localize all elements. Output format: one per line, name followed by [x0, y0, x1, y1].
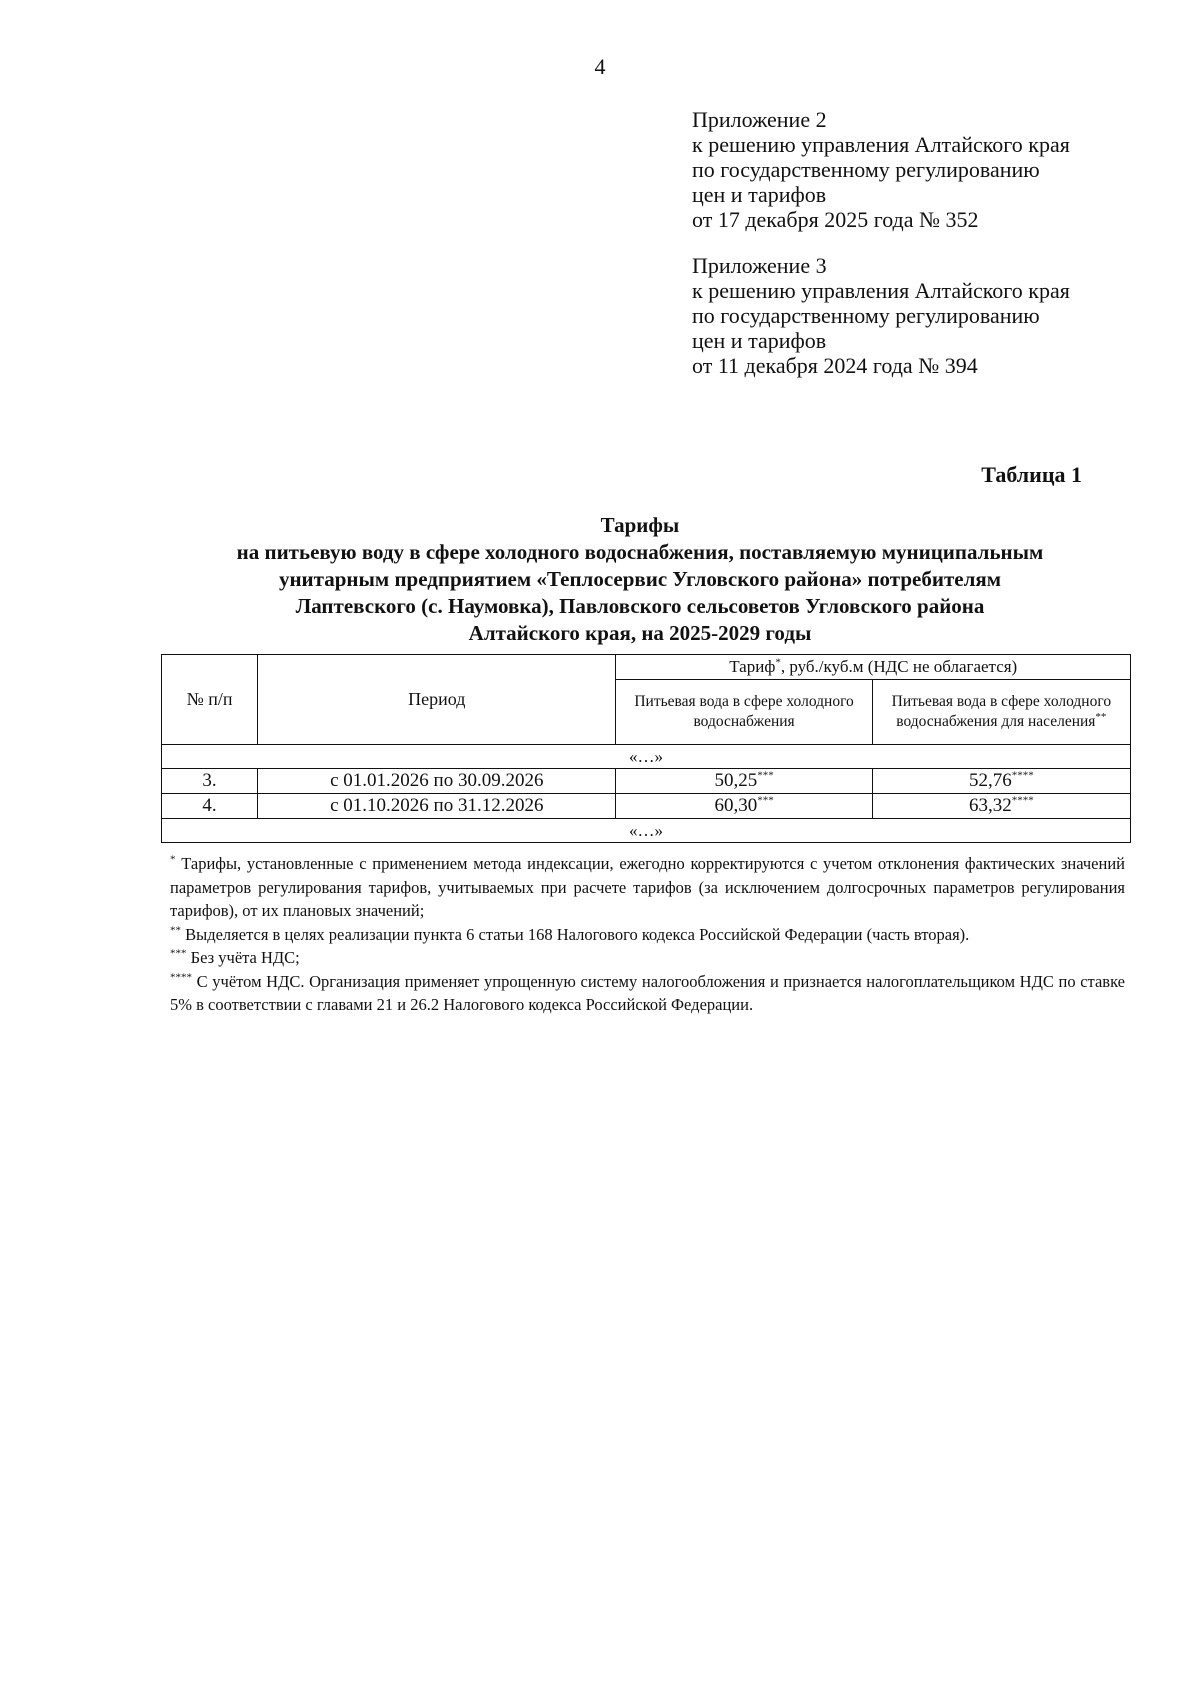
footnote-mark: ***: [757, 794, 774, 807]
appendix-line: цен и тарифов: [692, 182, 827, 207]
footnote: [170, 923, 1125, 947]
footnote-mark: ****: [1011, 794, 1034, 807]
footnote-mark: *: [170, 853, 176, 866]
title-line: на питьевую воду в сфере холодного водоснабжения, поставляемую муниципальным: [236, 540, 1044, 564]
tariff-table: [161, 654, 1131, 843]
cell-tariff2: [872, 769, 1130, 794]
footnote-text: Выделяется в целях реализации пункта 6 статьи 168 Налогового кодекса Российской Федерации (часть вторая).: [181, 924, 970, 944]
footnote: [170, 852, 1125, 923]
footnote-mark: ***: [170, 947, 187, 960]
tariff1-value: 60,30: [714, 795, 758, 816]
appendix-line: к решению управления Алтайского края: [692, 278, 1070, 303]
cell-tariff1: [616, 794, 872, 819]
tariff2-value: 52,76: [968, 770, 1012, 791]
footnote-mark: **: [1095, 710, 1107, 723]
appendix-3-block: [692, 253, 1132, 378]
appendix-line: по государственному регулированию: [692, 157, 1040, 182]
table-row: [162, 794, 1131, 819]
cell-num: 3.: [162, 769, 258, 794]
footnote: [170, 946, 1125, 970]
appendix-line: Приложение 2: [692, 107, 827, 132]
table-label: Таблица 1: [981, 462, 1082, 487]
header-tariff-group-unit: , руб./куб.м (НДС не облагается): [780, 657, 1018, 676]
header-tariff2: [872, 680, 1130, 745]
title-line: Тарифы: [600, 513, 680, 537]
table-row: [162, 769, 1131, 794]
cell-period: с 01.01.2026 по 30.09.2026: [258, 769, 616, 794]
footnote-mark: ***: [757, 769, 774, 782]
footnote-text: Без учёта НДС;: [186, 948, 300, 967]
footnote-text: Тарифы, установленные с применением метода индексации, ежегодно корректируются с учетом отклонения фактических значений параметров регулирования тарифов, учитываемых при расчете тарифов (за исключением долгосрочных параметров регулирования тарифов), от их плановых значений;: [170, 854, 1125, 920]
appendix-line: от 11 декабря 2024 года № 394: [692, 353, 978, 378]
appendix-line: Приложение 3: [692, 253, 827, 278]
footnote: [170, 970, 1125, 1017]
cell-tariff2: [872, 794, 1130, 819]
appendix-line: к решению управления Алтайского края: [692, 132, 1070, 157]
tariff1-value: 50,25: [714, 770, 758, 791]
appendix-line: цен и тарифов: [692, 328, 827, 353]
cell-tariff1: [616, 769, 872, 794]
title-line: унитарным предприятием «Теплосервис Угловского района» потребителям: [278, 567, 1002, 591]
footnote-mark: ****: [170, 971, 192, 983]
title-line: Лаптевского (с. Наумовка), Павловского сельсоветов Угловского района: [295, 594, 985, 618]
header-tariff-group: [616, 655, 1131, 680]
header-num: № п/п: [162, 655, 258, 745]
footnote-mark: *: [775, 656, 781, 669]
footnotes: [170, 852, 1125, 1017]
tariff2-value: 63,32: [968, 795, 1012, 816]
footnote-mark: ****: [1011, 769, 1034, 782]
footnote-mark: **: [170, 924, 181, 936]
table-title: [150, 512, 1130, 647]
footnote-text: С учётом НДС. Организация применяет упрощенную систему налогообложения и признается налогоплательщиком НДС по ставке 5% в соответствии с главами 21 и 26.2 Налогового кодекса Российской Федерации.: [170, 971, 1125, 1014]
appendix-line: от 17 декабря 2025 года № 352: [692, 207, 979, 232]
ellipsis-row: «…»: [162, 745, 1131, 769]
appendix-2-block: [692, 107, 1132, 232]
ellipsis-row: «…»: [162, 819, 1131, 843]
header-tariff1: Питьевая вода в сфере холодного водоснабжения: [616, 680, 872, 745]
page-number: 4: [594, 54, 606, 79]
cell-period: с 01.10.2026 по 31.12.2026: [258, 794, 616, 819]
cell-num: 4.: [162, 794, 258, 819]
header-tariff2-label: Питьевая вода в сфере холодного водоснабжения для населения: [891, 693, 1112, 730]
header-period: Период: [258, 655, 616, 745]
appendix-line: по государственному регулированию: [692, 303, 1040, 328]
title-line: Алтайского края, на 2025-2029 годы: [468, 621, 812, 645]
header-tariff-group-label: Тариф: [729, 657, 776, 676]
